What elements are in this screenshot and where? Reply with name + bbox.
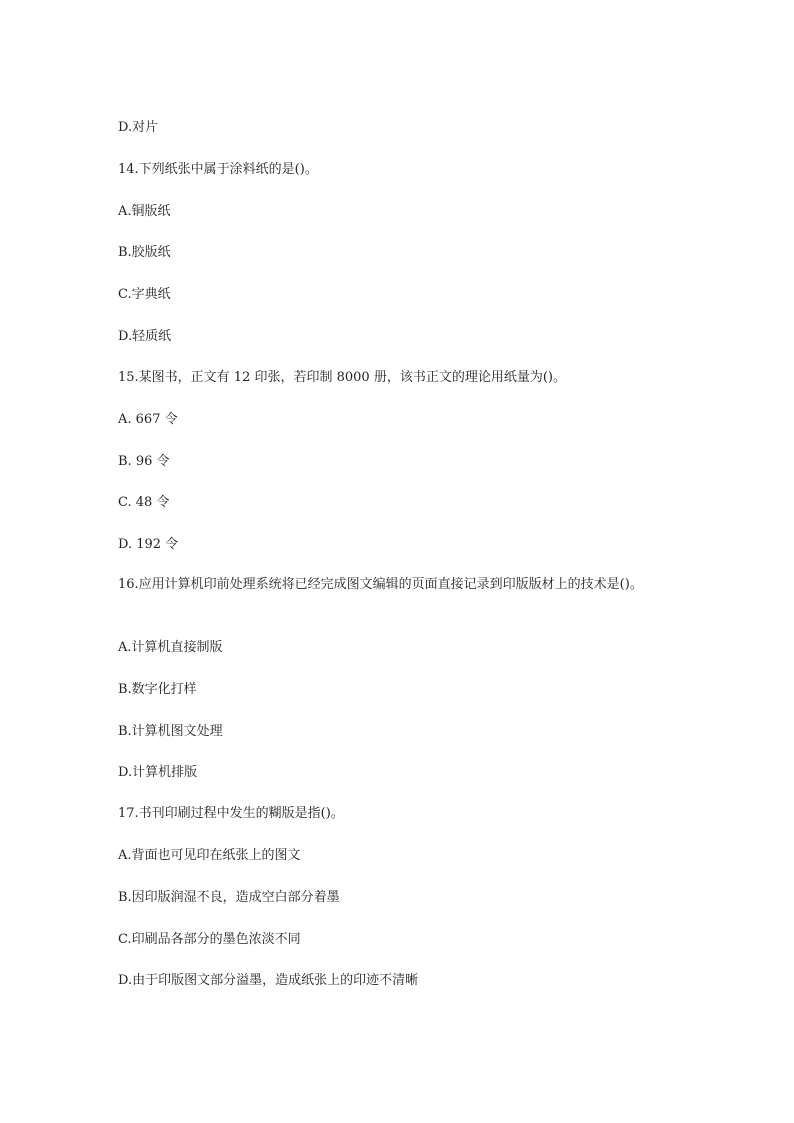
q14-question: 14.下列纸张中属于涂料纸的是()。 <box>118 162 318 177</box>
q17-option-a: A.背面也可见印在纸张上的图文 <box>118 848 301 863</box>
q17-option-c: C.印刷品各部分的墨色浓淡不同 <box>118 932 301 947</box>
q16-option-b: B.数字化打样 <box>118 682 197 697</box>
q14-option-c: C.字典纸 <box>118 287 171 302</box>
q17-option-d: D.由于印版图文部分溢墨，造成纸张上的印迹不清晰 <box>118 973 419 988</box>
q15-option-b: B. 96 令 <box>118 454 170 469</box>
q14-option-d: D.轻质纸 <box>118 329 172 344</box>
q16-option-c: B.计算机图文处理 <box>118 724 223 739</box>
q16-option-a: A.计算机直接制版 <box>118 640 223 655</box>
q16-question: 16.应用计算机印前处理系统将已经完成图文编辑的页面直接记录到印版版材上的技术是()。 <box>118 577 643 592</box>
q17-question: 17.书刊印刷过程中发生的糊版是指()。 <box>118 806 344 821</box>
q15-option-a: A. 667 令 <box>118 412 178 427</box>
q15-option-c: C. 48 令 <box>118 495 170 510</box>
q16-option-d: D.计算机排版 <box>118 765 198 780</box>
q15-option-d: D. 192 令 <box>118 537 179 552</box>
q15-question: 15.某图书，正文有 12 印张，若印制 8000 册，该书正文的理论用纸量为()。 <box>118 370 566 385</box>
q17-option-b: B.因印版润湿不良，造成空白部分着墨 <box>118 890 340 905</box>
q14-option-a: A.铜版纸 <box>118 204 171 219</box>
q13-option-d: D.对片 <box>118 120 159 135</box>
q14-option-b: B.胶版纸 <box>118 245 171 260</box>
